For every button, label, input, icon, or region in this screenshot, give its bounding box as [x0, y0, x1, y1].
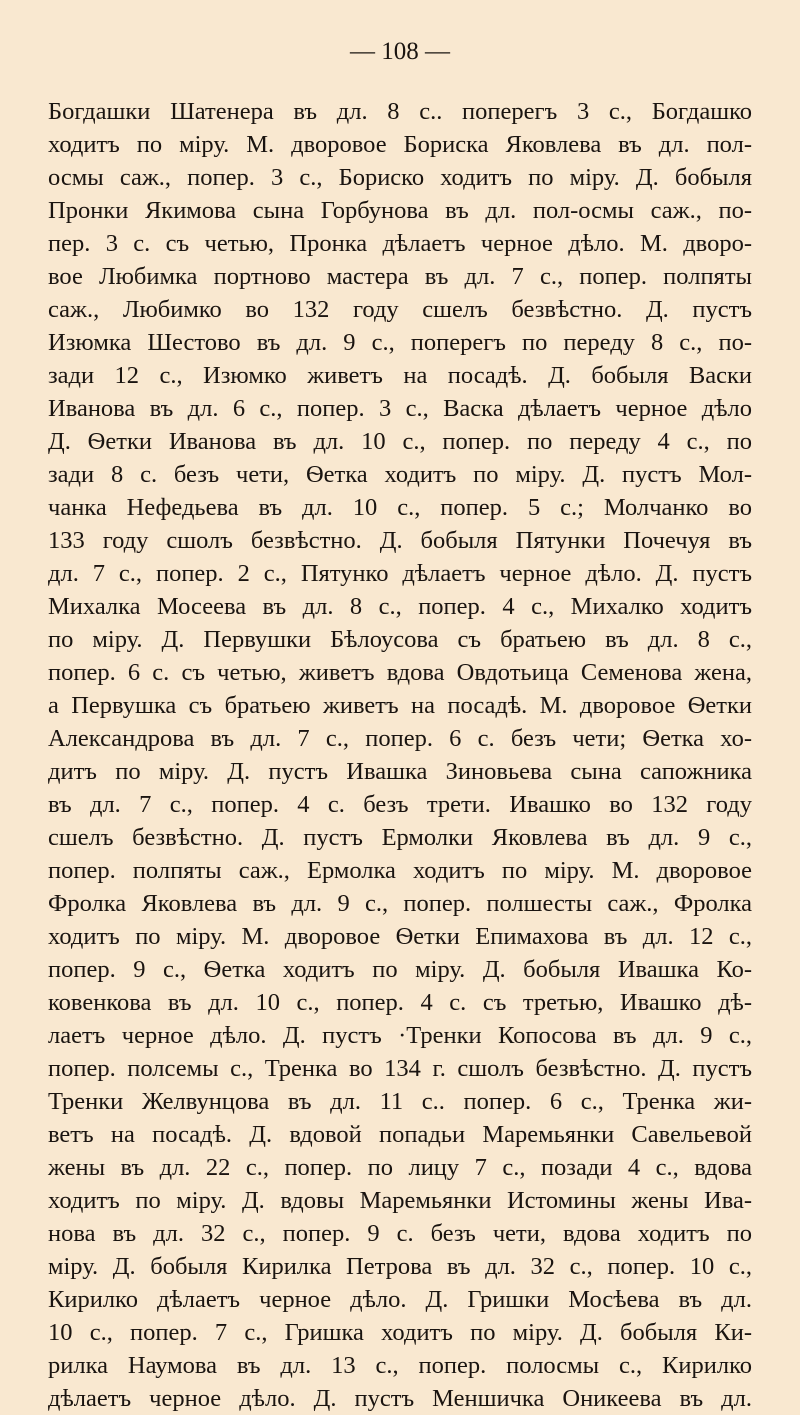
- text-line: [48, 1019, 752, 1052]
- text-line-content: Кирилко дѣлаетъ черное дѣло. Д. Гришки Мосѣева въ дл.: [48, 1286, 752, 1313]
- text-line-content: зади 12 с., Изюмко живетъ на посадѣ. Д. бобыля Васки: [48, 362, 752, 389]
- text-line-content: въ дл. 7 с., попер. 4 с. безъ трети. Ивашко во 132 году: [48, 791, 752, 818]
- text-line: [48, 1316, 752, 1349]
- text-line-content: жены въ дл. 22 с., попер. по лицу 7 с., позади 4 с., вдова: [48, 1154, 752, 1181]
- text-line: [48, 1382, 752, 1415]
- text-line-content: по міру. Д. Первушки Бѣлоусова съ братьею въ дл. 8 с.,: [48, 626, 752, 653]
- text-line-content: Д. Ѳетки Иванова въ дл. 10 с., попер. по переду 4 с., по: [48, 428, 752, 455]
- text-line: [48, 557, 752, 590]
- text-line: [48, 359, 752, 392]
- text-line-content: саж., Любимко во 132 году сшелъ безвѣстно. Д. пустъ: [48, 296, 752, 323]
- text-line-content: 10 с., попер. 7 с., Гришка ходитъ по міру. Д. бобыля Ки-: [48, 1319, 752, 1346]
- text-line: [48, 1217, 752, 1250]
- text-line: [48, 1349, 752, 1382]
- text-line-content: ходитъ по міру. М. дворовое Бориска Яковлева въ дл. пол-: [48, 131, 752, 158]
- text-line: [48, 128, 752, 161]
- text-line: [48, 1184, 752, 1217]
- text-line: [48, 227, 752, 260]
- text-line-content: Михалка Мосеева въ дл. 8 с., попер. 4 с., Михалко ходитъ: [48, 593, 752, 620]
- text-line: [48, 392, 752, 425]
- text-line-content: нова въ дл. 32 с., попер. 9 с. безъ чети, вдова ходитъ по: [48, 1220, 752, 1247]
- text-line-content: Иванова въ дл. 6 с., попер. 3 с., Васка дѣлаетъ черное дѣло: [48, 395, 752, 422]
- text-line: [48, 161, 752, 194]
- text-line-content: Александрова въ дл. 7 с., попер. 6 с. безъ чети; Ѳетка хо-: [48, 725, 752, 752]
- text-line: [48, 260, 752, 293]
- text-line: [48, 458, 752, 491]
- text-line-content: пер. 3 с. съ четью, Пронка дѣлаетъ черное дѣло. М. дворо-: [48, 230, 752, 257]
- text-line: [48, 326, 752, 359]
- text-line-content: Изюмка Шестово въ дл. 9 с., поперегъ по переду 8 с., по-: [48, 329, 752, 356]
- text-line-content: Тренки Желвунцова въ дл. 11 с.. попер. 6 с., Тренка жи-: [48, 1088, 752, 1115]
- text-line-content: Фролка Яковлева въ дл. 9 с., попер. полшесты саж., Фролка: [48, 890, 752, 917]
- text-line: [48, 524, 752, 557]
- text-line: [48, 854, 752, 887]
- text-line: [48, 623, 752, 656]
- text-line-content: Богдашки Шатенера въ дл. 8 с.. поперегъ 3 с., Богдашко: [48, 98, 752, 125]
- text-line: [48, 788, 752, 821]
- text-line: [48, 953, 752, 986]
- text-line: [48, 920, 752, 953]
- text-line: [48, 425, 752, 458]
- text-line: [48, 1118, 752, 1151]
- text-line: [48, 755, 752, 788]
- text-line: [48, 689, 752, 722]
- text-line: [48, 986, 752, 1019]
- text-line-content: чанка Нефедьева въ дл. 10 с., попер. 5 с.; Молчанко во: [48, 494, 752, 521]
- text-line-content: дитъ по міру. Д. пустъ Ивашка Зиновьева сына сапожника: [48, 758, 752, 785]
- text-line-content: міру. Д. бобыля Кирилка Петрова въ дл. 32 с., попер. 10 с.,: [48, 1253, 752, 1280]
- text-line: [48, 1151, 752, 1184]
- text-line-content: попер. 6 с. съ четью, живетъ вдова Овдотьица Семенова жена,: [48, 659, 752, 686]
- text-line-content: лаетъ черное дѣло. Д. пустъ ·Тренки Копосова въ дл. 9 с.,: [48, 1022, 752, 1049]
- text-line: [48, 1085, 752, 1118]
- text-line-content: а Первушка съ братьею живетъ на посадѣ. М. дворовое Ѳетки: [48, 692, 752, 719]
- text-line: [48, 1283, 752, 1316]
- text-line: [48, 590, 752, 623]
- text-line-content: попер. полсемы с., Тренка во 134 г. сшолъ безвѣстно. Д. пустъ: [48, 1055, 752, 1082]
- text-line: [48, 1250, 752, 1283]
- text-line-content: ветъ на посадѣ. Д. вдовой попадьи Маремьянки Савельевой: [48, 1121, 752, 1148]
- text-line: [48, 491, 752, 524]
- text-line-content: ковенкова въ дл. 10 с., попер. 4 с. съ третью, Ивашко дѣ-: [48, 989, 752, 1016]
- text-line-content: попер. полпяты саж., Ермолка ходитъ по міру. М. дворовое: [48, 857, 752, 884]
- text-line: [48, 821, 752, 854]
- text-line-content: ходитъ по міру. М. дворовое Ѳетки Епимахова въ дл. 12 с.,: [48, 923, 752, 950]
- text-line: [48, 293, 752, 326]
- text-line-content: ходитъ по міру. Д. вдовы Маремьянки Истомины жены Ива-: [48, 1187, 752, 1214]
- text-line: [48, 656, 752, 689]
- text-line-content: зади 8 с. безъ чети, Ѳетка ходитъ по міру. Д. пустъ Мол-: [48, 461, 752, 488]
- text-line: [48, 95, 752, 128]
- page-body-text: [48, 95, 752, 1415]
- page-number: — 108 —: [350, 38, 450, 65]
- text-line-content: Пронки Якимова сына Горбунова въ дл. пол-осмы саж., по-: [48, 197, 752, 224]
- text-line-content: рилка Наумова въ дл. 13 с., попер. полосмы с., Кирилко: [48, 1352, 752, 1379]
- text-line-content: дѣлаетъ черное дѣло. Д. пустъ Меншичка Оникеева въ дл.: [48, 1385, 752, 1412]
- text-line-content: вое Любимка портново мастера въ дл. 7 с., попер. полпяты: [48, 263, 752, 290]
- text-line: [48, 722, 752, 755]
- text-line: [48, 887, 752, 920]
- text-line-content: сшелъ безвѣстно. Д. пустъ Ермолки Яковлева въ дл. 9 с.,: [48, 824, 752, 851]
- text-line-content: дл. 7 с., попер. 2 с., Пятунко дѣлаетъ черное дѣло. Д. пустъ: [48, 560, 752, 587]
- text-line: [48, 1052, 752, 1085]
- text-line-content: попер. 9 с., Ѳетка ходитъ по міру. Д. бобыля Ивашка Ко-: [48, 956, 752, 983]
- text-line: [48, 194, 752, 227]
- text-line-content: 133 году сшолъ безвѣстно. Д. бобыля Пятунки Почечуя въ: [48, 527, 752, 554]
- text-line-content: осмы саж., попер. 3 с., Бориско ходитъ по міру. Д. бобыля: [48, 164, 752, 191]
